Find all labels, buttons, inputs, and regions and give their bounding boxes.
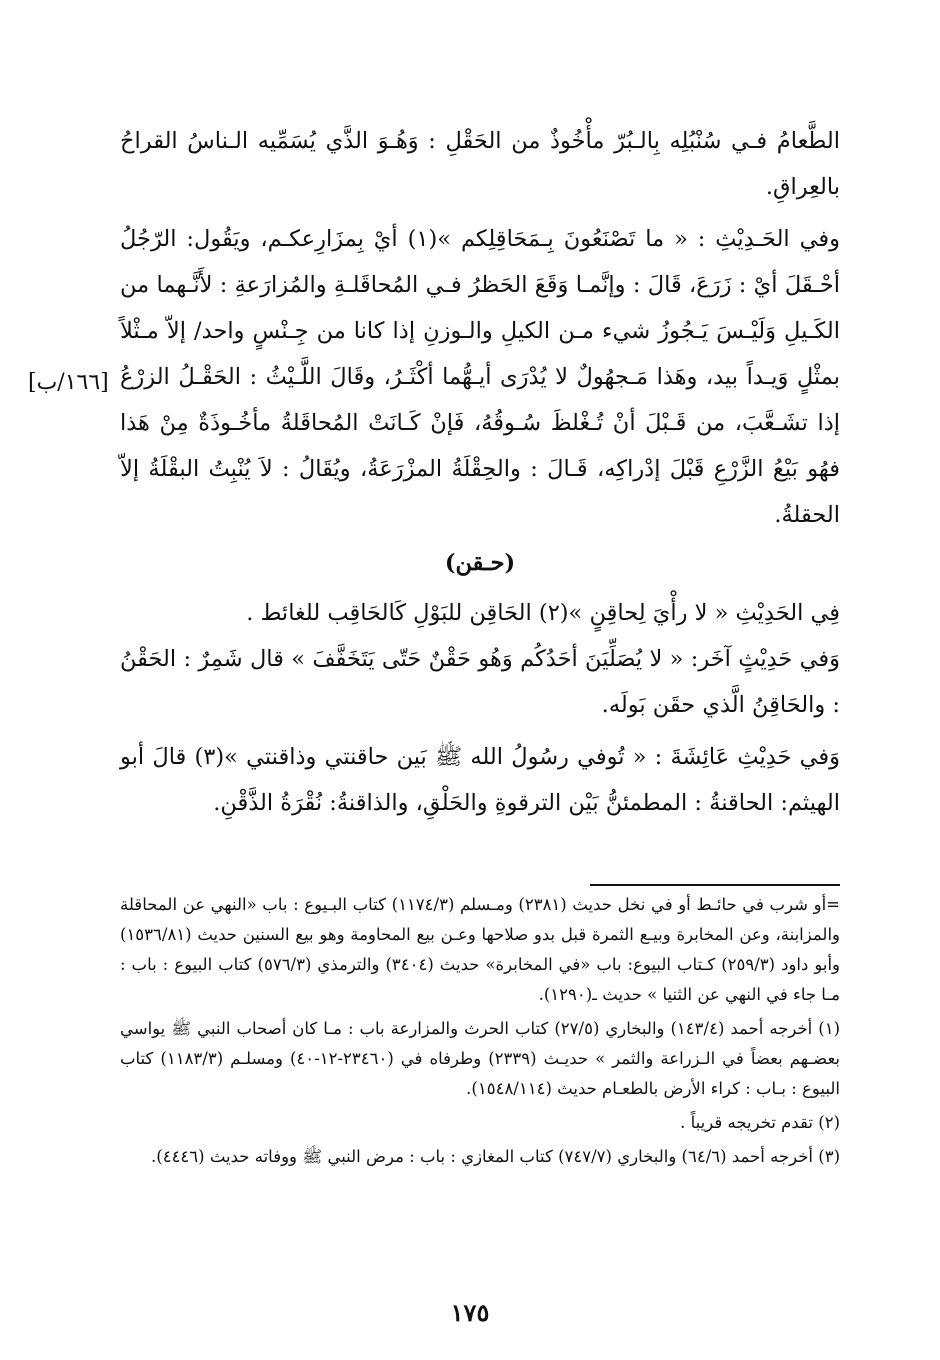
footnote-separator bbox=[590, 884, 840, 886]
footnote-3: (٣) أخرجه أحمد (٦٤/٦) والبخاري (٧٤٧/٧) كتاب المغازي : باب : مرض النبي ﷺ ووفاته حديث (٤٤٤٦). bbox=[151, 1147, 840, 1166]
footnote-2: (٢) تقدم تخريجه قريباً . bbox=[680, 1113, 840, 1132]
paragraph-3: فِي الحَدِيْثِ « لا رأْيَ لِحاقِنٍ »(٢) الحَاقِن للبَوْلِ كَالحَاقِب للغائط . bbox=[246, 600, 840, 626]
section-heading: (حـقن) bbox=[444, 550, 516, 576]
paragraph-1: الطَّعامُ فـي سُنْبُلِه بِالـبُرّ مأْخُوذٌ من الحَقْلِ : وَهُـوَ الذَّي يُسَمِّيه الـناسُ القراحُ بالعِراقِ. bbox=[120, 128, 840, 200]
manuscript-folio-note: [١٦٦/ب] bbox=[28, 370, 109, 395]
page-number: ١٧٥ bbox=[450, 1298, 490, 1327]
paragraph-2: وفي الحَـدِيْثِ : « ما تَصْنَعُونَ بِـمَحَاقِلِكم »(١) أيْ بِمزَارِعكـم، ويَقُول: الرّجُلُ أحْـقَلَ أيْ : زَرَعَ، قَالَ : وإنَّمـا وَقَعَ الحَظرُ فـي المُحاقَلـةِ والمُزارَعةِ : لأَنَّـهما من الكَـيلِ وَلَيْـسَ يَـجُوزُ شيء مـن الكيلِ والـوزنِ إذا كانا من جِـنْسٍ واحد/ إلاّ مـثْلاً بمثْلٍ وَيـداً بيد، وهَذا مَـجهُولٌ لا يُدْرَى أيـهُّما أكْثَـرُ، وقَالَ اللَّـيْثُ : الحَقْـلُ الزرْعُ إذا تشَـعَّبَ، من قَـبْلَ أنْ تُـغْلظَ سُـوقُهُ، فَإنْ كَـانَتْ المُحاقَلةُ مأخُـوذَةٌ مِنْ هَذا فهُو بَيْعُ الزَّرْعِ قَبْلَ إدْراكِه، قَـالَ : والحِقْلَةُ المزْرَعَةُ، ويُقَالُ : لاَ يُنْبِتُ البقْلَةُ إلاّ الحقلةُ. bbox=[120, 226, 840, 528]
paragraph-5: وَفي حَدِيْثِ عَائِشَةَ : « تُوفي رسُولُ الله ﷺ بَين حاقنتي وذاقنتي »(٣) قالَ أبو الهيثم: الحاقنةُ : المطمئنُّ بَيْن الترقوةِ والحَلْقِ، والذاقنةُ: نُقْرَةُ الذَّقْنِ. bbox=[120, 744, 841, 816]
main-text bbox=[120, 118, 840, 826]
footnote-1: (١) أخرجه أحمد (١٤٣/٤) والبخاري (٢٧/٥) كتاب الحرث والمزارعة باب : مـا كان أصحاب النبي ﷺ يواسي بعضـهم بعضاً في الـزراعة والثمر » حديـث (٢٣٣٩) وطرفاه في (٢٣٤٦٠-١٢-٤٠) ومسلـم (١١٨٣/٣) كتاب البيوع : بـاب : كراء الأرض بالطعـام حديث (١٥٤٨/١١٤). bbox=[120, 1019, 841, 1098]
footnote-continued: =أو شرب في حائـط أو في نخل حديث (٢٣٨١) ومـسلم (١١٧٤/٣) كتاب البـيوع : باب «النهي عن المحاقلة والمزابنة، وعن المخابرة وبيـع الثمرة قبل بدو صلاحها وعـن بيع المحاومة وهو بيع السنين حديث (١٥٣٦/٨١) وأبو داود (٢٥٩/٣) كـتاب البيوع: باب «في المخابرة» حديث (٣٤٠٤) والترمذي (٥٧٦/٣) كتاب البيوع : باب : مـا جاء في النهي عن الثنيا » حديث ـ(١٢٩٠). bbox=[120, 895, 840, 1004]
footnotes bbox=[120, 890, 840, 1176]
paragraph-4: وَفي حَدِيْثٍ آخَر: « لا يُصَلِّيَنَ أحَدُكُم وَهُو حَقْنٌ حَتّى يَتَخَفَّفَ » قال شَمِرٌ : الحَقْنُ : والحَاقِنُ الَّذي حقَن بَولَه. bbox=[120, 646, 840, 718]
